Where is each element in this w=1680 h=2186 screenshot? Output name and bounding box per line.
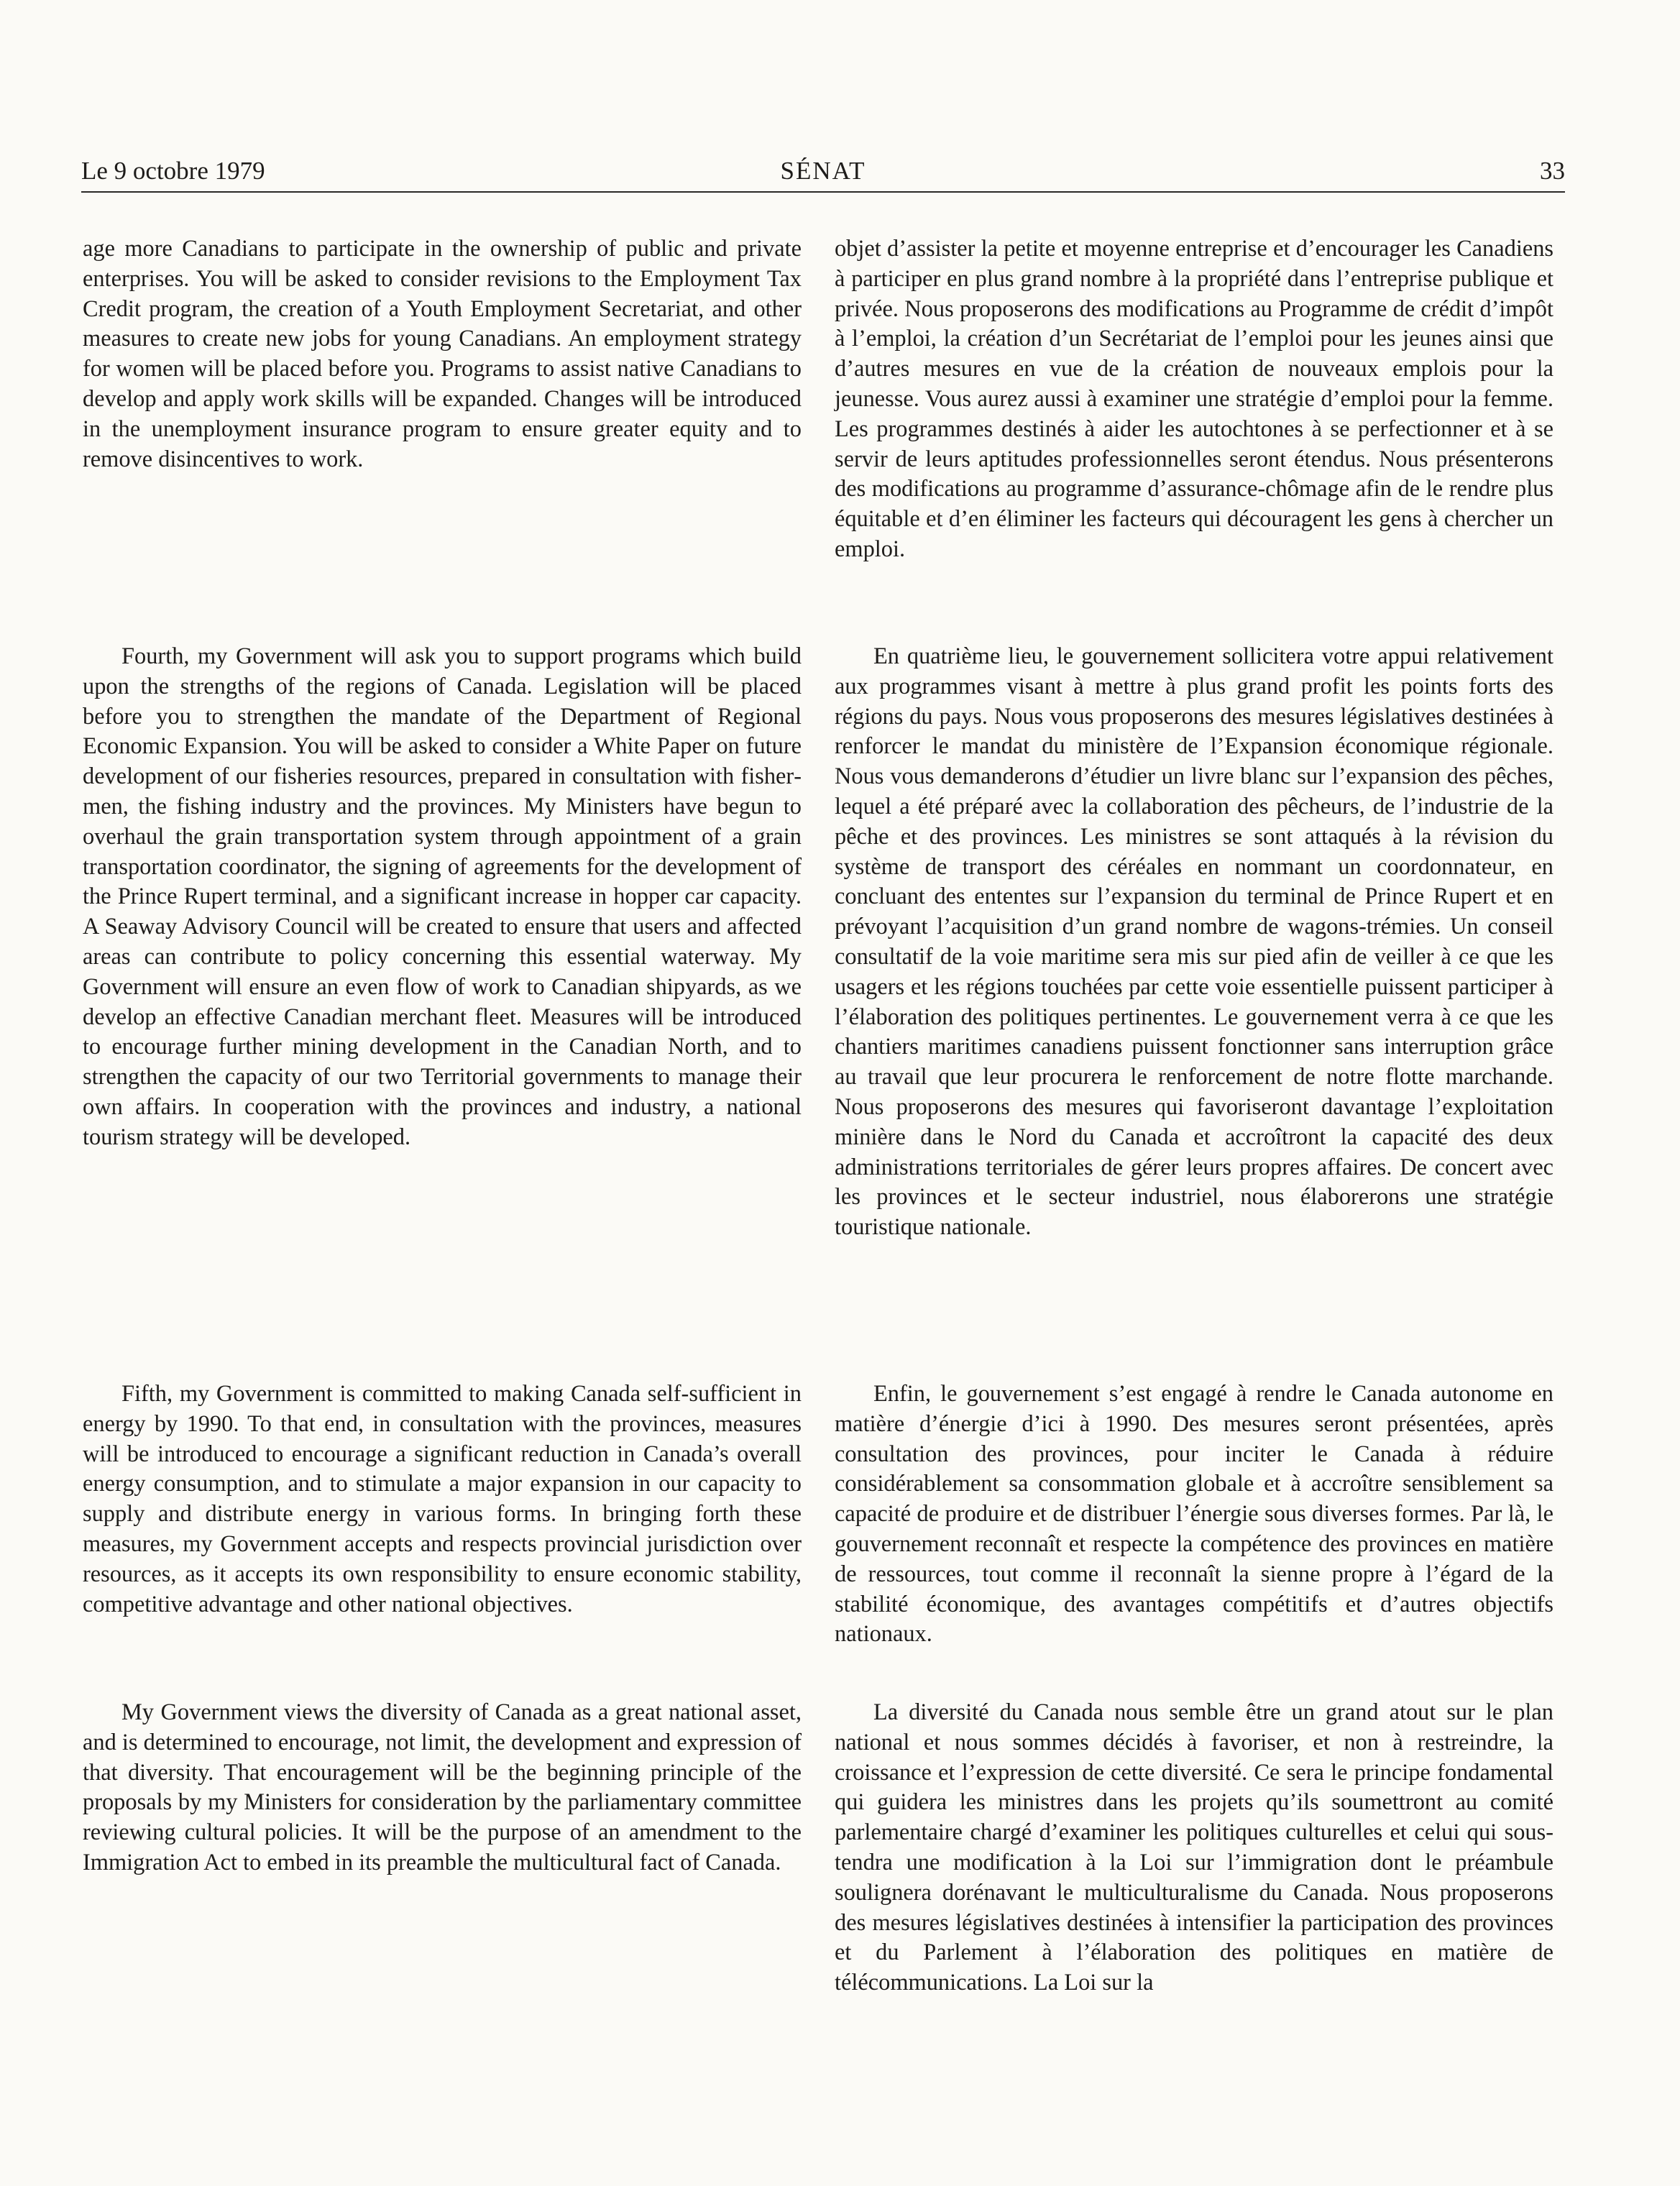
english-paragraph-2 [83, 642, 802, 1153]
french-paragraph-4 [835, 1698, 1553, 1998]
french-paragraph-3-text: Enfin, le gouvernement s’est engagé à rendre le Canada autonome en matière d’énergie d’ici à 1990. Des mesures seront présentées, après consultation des provinces, pour inciter le Canada à réduire considérablement sa consommation globale et à accroître sensiblement sa capacité de produire et de distribuer l’énergie sous diverses formes. Par là, le gouvernement reconnaît et respecte la compétence des provinces en matière de ressources, tout comme il reconnaît la sienne propre à l’égard de la stabilité économique, des avantages compétitifs et d’autres objectifs nationaux. [835, 1381, 1553, 1648]
english-paragraph-3 [83, 1379, 802, 1620]
english-paragraph-1-text: age more Canadians to participate in the ownership of public and private enterprises. You will be asked to consider revisions to the Employment Tax Credit program, the creation of a Youth Employment Secretariat, and other measures to create new jobs for young Canadians. An employment strategy for women will be placed before you. Programs to assist native Canadians to develop and apply work skills will be expanded. Changes will be introduced in the unemployment insurance program to ensure greater equity and to remove disincentives to work. [83, 236, 802, 472]
french-paragraph-2-text: En quatrième lieu, le gouvernement sollicitera votre appui relativement aux programmes visant à mettre à plus grand profit les points forts des régions du pays. Nous vous proposerons des mesures législatives destinées à renforcer le mandat du ministère de l’Expansion économique régionale. Nous vous demanderons d’étudier un livre blanc sur l’expansion des pêches, lequel a été préparé avec la collaboration des pêcheurs, de l’industrie de la pêche et des provinces. Les ministres se sont attaqués à la révision du système de transport des céréales en nommant un coordonnateur, en concluant des ententes sur l’expansion du terminal de Prince Rupert et en prévoyant l’acquisition d’un grand nombre de wagons-trémies. Un conseil consultatif de la voie maritime sera mis sur pied afin de veiller à ce que les usagers et les régions touchées par cette voie essentielle puissent participer à l’élaboration des politiques pertinentes. Le gouvernement verra à ce que les chantiers maritimes canadiens puissent fonctionner sans interruption grâce au travail que leur procurera le renforcement de notre flotte marchande. Nous proposerons des mesures qui favoriseront davantage l’exploitation minière dans le Nord du Canada et accroîtront la capacité des deux administrations territoriales de gérer leurs propres affaires. De concert avec les provinces et le secteur industriel, nous élaborerons une stratégie touristique nationale. [835, 643, 1553, 1241]
english-paragraph-2-text: Fourth, my Government will ask you to support programs which build upon the strengths of the regions of Canada. Legislation will be placed before you to strengthen the mandate of the Department of Regional Economic Expansion. You will be asked to consider a White Paper on future development of our fisheries resources, prepared in consultation with fishermen, the fishing industry and the provinces. My Ministers have begun to overhaul the grain transportation system through appointment of a grain transportation coordinator, the signing of agreements for the development of the Prince Rupert terminal, and a significant increase in hopper car capacity. A Seaway Advisory Council will be created to ensure that users and affected areas can contribute to policy concerning this essential waterway. My Government will ensure an even flow of work to Canadian shipyards, as we develop an effective Canadian merchant fleet. Measures will be introduced to encourage further mining development in the Canadian North, and to strengthen the capacity of our two Territorial governments to manage their own affairs. In cooperation with the provinces and industry, a national tourism strategy will be developed. [83, 643, 802, 1150]
french-paragraph-4-text: La diversité du Canada nous semble être un grand atout sur le plan national et nous sommes décidés à favoriser, et non à restreindre, la croissance et l’expression de cette diversité. Ce sera le principe fondamental qui guidera les ministres dans les projets qu’ils soumettront au comité parlementaire chargé d’examiner les politiques culturelles et celui qui sous-tendra une modification à la Loi sur l’immigration dont le préambule soulignera dorénavant le multiculturalisme du Canada. Nous proposerons des mesures législatives destinées à intensifier la participation des provinces et du Parlement à l’élaboration des politiques en matière de télécommunications. La Loi sur la [835, 1699, 1553, 1996]
english-paragraph-1 [83, 234, 802, 474]
french-paragraph-1 [835, 234, 1553, 565]
english-paragraph-4-text: My Government views the diversity of Canada as a great national asset, and is determined to encourage, not limit, the development and expression of that diversity. That encouragement will be the beginning principle of the proposals by my Ministers for consideration by the parliamentary committee reviewing cultural policies. It will be the purpose of an amendment to the Immigration Act to embed in its preamble the multicultural fact of Canada. [83, 1699, 802, 1875]
french-paragraph-2 [835, 642, 1553, 1243]
header-date: Le 9 octobre 1979 [81, 157, 265, 185]
page-header [81, 148, 1565, 193]
french-paragraph-1-text: objet d’assister la petite et moyenne entreprise et d’encourager les Canadiens à participer en plus grand nombre à la propriété dans l’entreprise publique et privée. Nous proposerons des modifications au Programme de crédit d’impôt à l’emploi, la création d’un Secrétariat de l’emploi pour les jeunes ainsi que d’autres mesures en vue de la création de nouveaux emplois pour la jeunesse. Vous aurez aussi à examiner une stratégie d’emploi pour la femme. Les programmes destinés à aider les autochtones à se perfectionner et à se servir de leurs aptitudes professionnelles seront étendus. Nous présenterons des modifications au programme d’assurance-chômage afin de le rendre plus équitable et d’en éliminer les facteurs qui découragent les gens à chercher un emploi. [835, 236, 1553, 562]
english-paragraph-4 [83, 1698, 802, 1878]
header-title: SÉNAT [780, 157, 866, 185]
english-paragraph-3-text: Fifth, my Government is committed to making Canada self-sufficient in energy by 1990. To that end, in consultation with the provinces, measures will be introduced to encourage a significant reduction in Canada’s overall energy consumption, and to stimulate a major expansion in our capacity to supply and distribute energy in various forms. In bringing forth these measures, my Government accepts and respects provincial jurisdiction over resources, as it accepts its own responsibility to ensure economic stability, competitive advantage and other national objectives. [83, 1381, 802, 1617]
french-paragraph-3 [835, 1379, 1553, 1650]
page-number: 33 [1540, 157, 1565, 185]
